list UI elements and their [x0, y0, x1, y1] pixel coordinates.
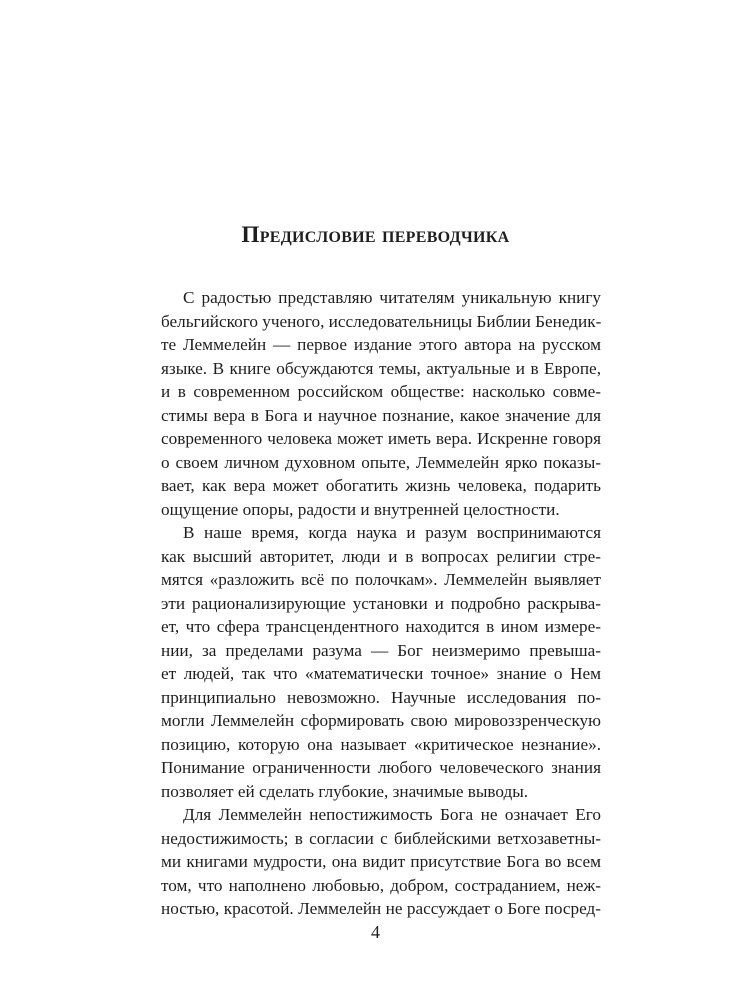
- text-line: как высший авторитет, люди и в вопросах религии стре-: [161, 546, 601, 566]
- text-line: те Леммелейн — первое издание этого автора на русском: [161, 335, 601, 354]
- text-line: могли Леммелейн сформировать свою мировоззренческую: [161, 711, 601, 730]
- paragraph: [161, 286, 601, 521]
- text-line: позволяет ей сделать глубокие, значимые выводы.: [161, 781, 529, 801]
- text-line: языке. В книге обсуждаются темы, актуальные и в Европе,: [161, 358, 601, 378]
- text-line: том, что наполнено любовью, добром, состраданием, неж-: [161, 875, 601, 895]
- text-line: нии, за пределами разума — Бог неизмеримо превыша-: [161, 640, 601, 660]
- paragraph: [161, 803, 601, 921]
- text-line: Понимание ограниченности любого человеческого знания: [161, 758, 601, 777]
- text-line: вает, как вера может обогатить жизнь человека, подарить: [161, 476, 601, 495]
- paragraph: [161, 521, 601, 803]
- text-line: современного человека может иметь вера. Искренне говоря: [161, 429, 601, 448]
- text-line: принципиально невозможно. Научные исследования по-: [161, 687, 601, 707]
- text-line: стимы вера в Бога и научное познание, какое значение для: [161, 405, 601, 425]
- text-line: о своем личном духовном опыте, Леммелейн ярко показы-: [161, 452, 601, 472]
- text-line: С радостью представляю читателям уникальную книгу: [183, 288, 601, 307]
- text-line: В наше время, когда наука и разум воспринимаются: [183, 523, 601, 542]
- body-text: [161, 286, 601, 921]
- text-line: Для Леммелейн непостижимость Бога не означает Его: [183, 805, 601, 824]
- text-line: ощущение опоры, радости и внутренней целостности.: [161, 499, 560, 519]
- text-line: эти рационализирующие установки и подробно раскрыва-: [161, 593, 601, 613]
- text-line: бельгийского ученого, исследовательницы Библии Бенедик-: [161, 311, 602, 331]
- chapter-title: Предисловие переводчика: [241, 222, 510, 247]
- text-line: ностью, красотой. Леммелейн не рассуждает о Боге посред-: [161, 899, 601, 918]
- text-line: недостижимость; в согласии с библейскими ветхозаветны-: [161, 828, 601, 848]
- page-number: 4: [371, 922, 380, 942]
- text-line: и в современном российском обществе: насколько совме-: [161, 382, 601, 401]
- text-line: ми книгами мудрости, она видит присутствие Бога во всем: [161, 852, 601, 871]
- text-line: ет людей, так что «математически точное» знание о Нем: [161, 664, 601, 683]
- text-line: мятся «разложить всё по полочкам». Леммелейн выявляет: [161, 570, 601, 589]
- text-line: позицию, которую она называет «критическое незнание».: [161, 734, 601, 754]
- text-line: ет, что сфера трансцендентного находится в ином измере-: [161, 617, 601, 636]
